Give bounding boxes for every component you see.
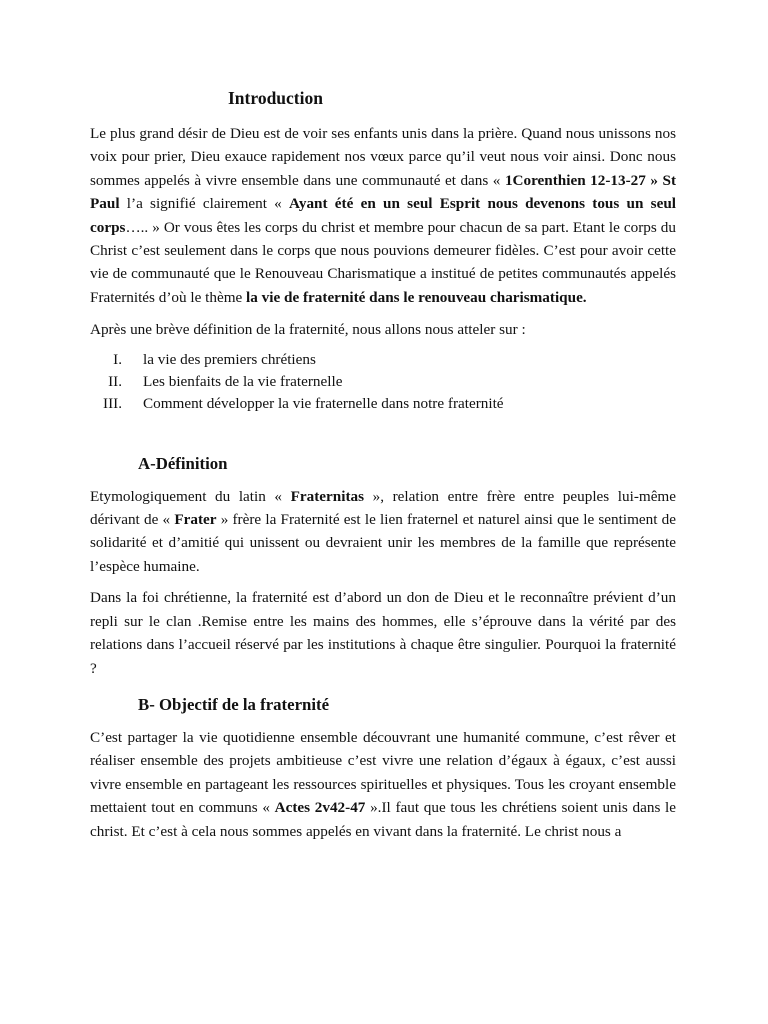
outline-number: II. [108,372,122,390]
bold-text-run: Fraternitas [290,487,365,505]
outline-text: la vie des premiers chrétiens [143,350,316,368]
outline-list [90,349,676,415]
definition-heading: A-Définition [138,453,228,473]
bold-text-run: Frater [174,511,217,529]
introduction-heading: Introduction [228,88,323,108]
section-spacer [90,415,676,452]
document-page [90,86,676,843]
bold-text-run: Ayant été en un seul Esprit nous devenons tous un seul corps [90,195,676,236]
outline-item [90,393,676,415]
outline-item [90,371,676,393]
introduction-paragraph: Le plus grand désir de Dieu est de voir ses enfants unis dans la prière. Quand nous unissons nos voix pour prier, Dieu exauce rapidement nos vœux parce qu’il veut nous voir ainsi. Donc nous sommes appelés à vivre ensemble dans une communauté et dans « 1Corenthien 12-13-27 » St Paul l’a signifié clairement « Ayant été en un seul Esprit nous devenons tous un seul corps….. » Or vous êtes les corps du christ et membre pour chacun de sa part. Etant le corps du Christ c’est seulement dans le corps que nous pouvions demeurer fidèles. C’est pour avoir cette vie de communauté que le Renouveau Charismatique a institué de petites communautés appelés Fraternités d’où le thème la vie de fraternité dans le renouveau charismatique. [90,125,677,306]
outline-text: Comment développer la vie fraternelle dans notre fraternité [143,394,504,412]
heading-spacer [90,717,676,726]
bold-text-run: Actes 2v42-47 [274,799,366,817]
objective-heading: B- Objectif de la fraternité [138,694,330,714]
definition-paragraph-etymology: Etymologiquement du latin « Fraternitas », relation entre frère entre peuples lui-même dérivant de « Frater » frère la Fraternité est le lien fraternel et naturel ainsi que le sentiment de solidarité et d’amitié qui unissent ou devraient unir les membres de la famille que représente l’espèce humaine. [90,487,676,575]
outline-number: III. [103,394,122,412]
definition-paragraph-faith: Dans la foi chrétienne, la fraternité est d’abord un don de Dieu et le reconnaître prévient d’un repli sur le clan .Remise entre les mains des hommes, elle s’éprouve dans la vérité par des relations dans l’accueil réservé par les institutions à chaque être singulier. Pourquoi la fraternité ? [90,589,676,677]
heading-spacer [90,476,676,485]
outline-text: Les bienfaits de la vie fraternelle [143,372,343,390]
outline-lead: Après une brève définition de la fraternité, nous allons nous atteler sur : [90,321,526,339]
bold-text-run: St Paul [90,171,677,213]
bold-text-run: la vie de fraternité dans le renouveau charismatique. [246,288,587,306]
bold-text-run: 1Corenthien 12-13-27 » [504,171,658,189]
outline-number: I. [113,350,122,368]
outline-item [90,349,676,371]
objective-paragraph: C’est partager la vie quotidienne ensemble découvrant une humanité commune, c’est rêver et réaliser ensemble des projets ambitieuse c’est vivre une relation d’égaux à égaux, c’est aussi vivre ensemble en partageant les ressources spirituelles et physiques. Tous les croyant ensemble mettaient tout en communs « Actes 2v42-47 ».Il faut que tous les chrétiens soient unis dans le christ. Et c’est à cela nous sommes appelés en vivant dans la fraternité. Le christ nous a [90,728,677,840]
